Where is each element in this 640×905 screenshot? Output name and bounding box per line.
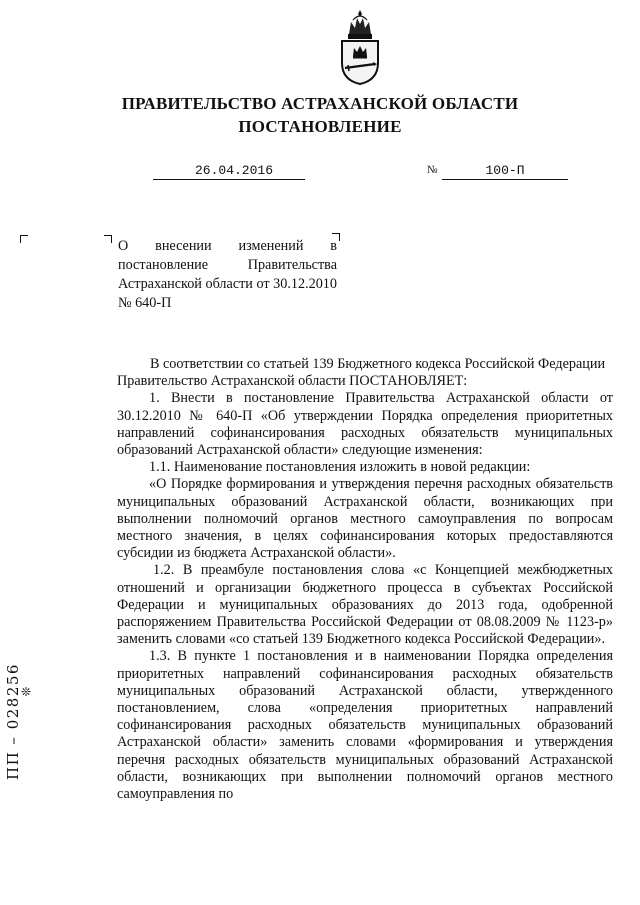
decree-line: Правительство Астраханской области ПОСТАНОВЛЯЕТ: (117, 373, 468, 390)
document-body (117, 356, 613, 803)
document-subject: О внесении изменений в постановление Правительства Астраханской области от 30.12.2010 № 640-П (118, 238, 337, 311)
paragraph-1-1: 1.1. Наименование постановления изложить в новой редакции: (149, 459, 531, 476)
corner-mark-left (20, 235, 28, 243)
margin-star-icon: ❊ (21, 685, 32, 699)
paragraph-1: 1. Внести в постановление Правительства Астраханской области от 30.12.2010 № 640-П «Об утверждении Порядка определения приоритетных направлений софинансирования расходных обязательств муниципальных образований Астраханской области» следующие изменения: (117, 390, 613, 459)
astrakhan-coat-of-arms-icon (337, 8, 383, 86)
government-title: ПРАВИТЕЛЬСТВО АСТРАХАНСКОЙ ОБЛАСТИ (121, 94, 519, 113)
number-sign: № (427, 164, 438, 176)
preamble: В соответствии со статьей 139 Бюджетного кодекса Российской Федерации (150, 356, 606, 372)
paragraph-1-2: 1.2. В преамбуле постановления слова «с Концепцией межбюджетных отношений и организации бюджетного процесса в субъектах Российской Федерации и муниципальных образованиях до 2013 года, одобренной распоряжением Правительства Российской Федерации от 08.08.2009 № 1123-р» заменить словами «со статьей 139 Бюджетного кодекса Российской Федерации». (117, 562, 613, 648)
document-number: 100-П (442, 163, 568, 180)
document-type-title: ПОСТАНОВЛЕНИЕ (238, 117, 402, 136)
margin-serial-number: ПП – 028256 (4, 663, 22, 780)
paragraph-1-3: 1.3. В пункте 1 постановления и в наименовании Порядка определения приоритетных направлений софинансирования расходных обязательств муниципальных образований Астраханской области, утвержденного постановлением, слова «определения приоритетных направлений софинансирования расходных обязательств муниципальных образований Астраханской области» заменить словами «формирования и утверждения перечня расходных обязательств муниципальных образований Астраханской области, возникающих при выполнении полномочий органов местного самоуправления по (117, 648, 613, 803)
paragraph-1-1-text: «О Порядке формирования и утверждения перечня расходных обязательств муниципальных образований Астраханской области, возникающих при выполнении полномочий органов местного самоуправления по вопросам местного значения, в целях софинансирования которых предоставляются субсидии из бюджета Астраханской области». (117, 476, 613, 562)
document-date: 26.04.2016 (153, 163, 305, 180)
corner-mark-subject-left (104, 235, 112, 243)
